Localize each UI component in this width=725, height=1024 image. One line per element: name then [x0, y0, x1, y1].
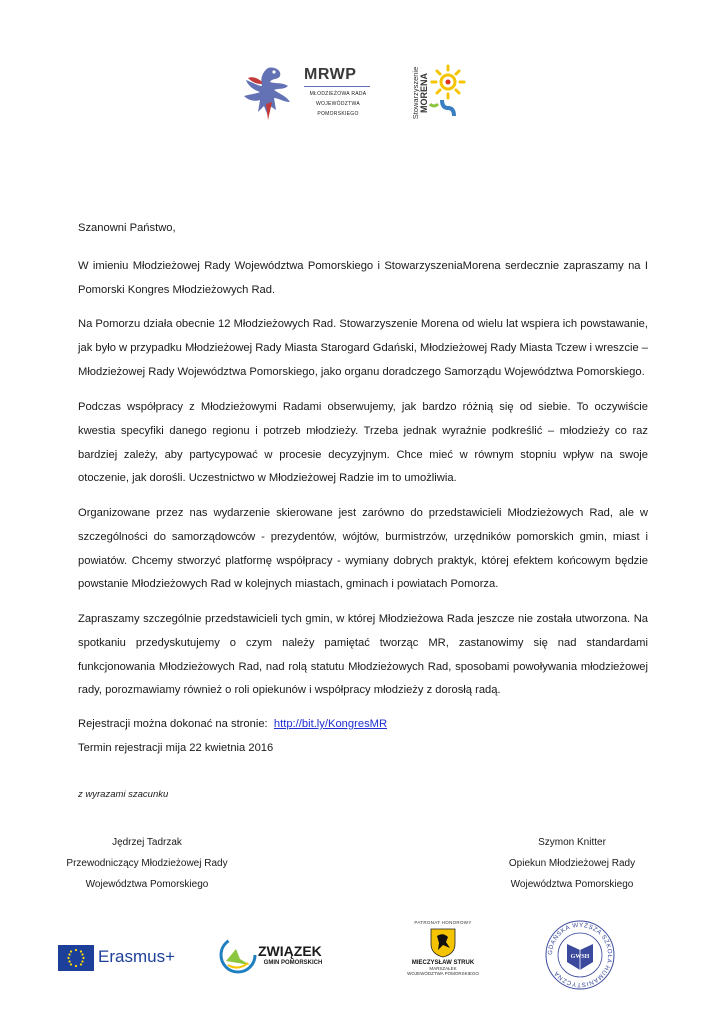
zwiazek-title: ZWIĄZEK: [258, 943, 322, 959]
mrwp-line3: POMORSKIEGO: [317, 111, 359, 117]
paragraph-1: W imieniu Młodzieżowej Rady Województwa Pomorskiego i StowarzyszeniaMorena serdecznie zapraszamy na I Pomorski Kongres Młodzieżowych Rad.: [78, 260, 648, 296]
gwsh-logo: [543, 918, 617, 992]
patronat-org: WOJEWÓDZTWA POMORSKIEGO: [407, 971, 479, 976]
greeting: Szanowni Państwo,: [78, 222, 176, 234]
patronat-title: MARSZAŁEK: [429, 966, 457, 971]
paragraph-3: Podczas współpracy z Młodzieżowymi Radami obserwujemy, jak bardzo różnią się od siebie. To oczywiście kwestia specyfiki danego regionu i potrzeb młodzieży. Trzeba jednak wyraźnie podkreślić – młodzieży co raz bardziej zależy, aby partycypować w procesie decyzyjnym. Chce mieć w równym stopniu wpływ na swoje otoczenie, jak dorośli. Uczestnictwo w Młodzieżowej Radzie im to umożliwia.: [78, 401, 648, 485]
signature-right-org: Województwa Pomorskiego: [510, 879, 634, 890]
signature-right-name: Szymon Knitter: [538, 837, 606, 848]
gwsh-ring-text: GDAŃSKA WYŻSZA SZKOŁA HUMANISTYCZNA: [546, 921, 614, 989]
registration-line: [78, 715, 387, 733]
morena-logo: [408, 62, 468, 124]
gwsh-seal-icon: [543, 918, 617, 992]
morena-line1: Stowarzyszenie: [411, 66, 420, 120]
patronat-logo: [393, 920, 493, 992]
griffin-icon: [238, 62, 300, 124]
mrwp-divider: [304, 86, 370, 87]
paragraph-2: Na Pomorzu działa obecnie 12 Młodzieżowych Rad. Stowarzyszenie Morena od wielu lat wspiera ich powstawanie, jak było w przypadku Młodzieżowej Rady Miasta Starogard Gdański, Młodzieżowej Rady Miasta Tczew i wreszcie – Młodzieżowej Rady Województwa Pomorskiego, jako organu doradczego Samorządu Województwa Pomorskiego.: [78, 318, 648, 378]
mrwp-line2: WOJEWÓDZTWA: [316, 101, 360, 107]
zwiazek-logo: [218, 935, 328, 977]
paragraph-5: Zapraszamy szczególnie przedstawicieli tych gmin, w której Młodzieżowa Rada jeszcze nie została utworzona. Na spotkaniu przedyskutujemy o czym należy pamiętać tworząc MR, zastanowimy się nad standardami funkcjonowania Młodzieżowych Rad, nad rolą statutu Młodzieżowych Rad, sposobami powoływania młodzieżowej rady, porozmawiamy również o roli opiekunów i współpracy młodzieży z dorosłą radą.: [78, 613, 648, 697]
mrwp-line1: MŁODZIEŻOWA RADA: [309, 91, 367, 97]
mrwp-abbr: MRWP: [304, 66, 357, 83]
closing-phrase: z wyrazami szacunku: [78, 789, 169, 800]
patronat-name: MIECZYSŁAW STRUK: [411, 960, 475, 966]
sun-wave-icon: [428, 64, 468, 120]
signature-left-org: Województwa Pomorskiego: [85, 879, 209, 890]
paragraph-4: Organizowane przez nas wydarzenie skierowane jest zarówno do przedstawicieli Młodzieżowych Rad, ale w szczególności do samorządowców - prezydentów, wójtów, burmistrzów, urzędników pomorskich gmin, miast i powiatów. Chcemy stworzyć platformę współpracy - wymiany dobrych praktyk, której efektem końcowym będzie powstanie Młodzieżowych Rad w kolejnych miastach, gminach i powiatach Pomorza.: [78, 507, 648, 591]
morena-line2: MORENA: [419, 73, 429, 113]
registration-link[interactable]: http://bit.ly/KongresMR: [273, 718, 388, 730]
registration-deadline: Termin rejestracji mija 22 kwietnia 2016: [78, 742, 274, 754]
zwiazek-emblem-icon: [218, 935, 258, 975]
gwsh-monogram: GWSH: [570, 954, 590, 960]
signature-left-role: Przewodniczący Młodzieżowej Rady: [66, 858, 228, 869]
registration-text: Rejestracji można dokonać na stronie:: [78, 718, 268, 730]
signature-left: [62, 832, 232, 895]
patronat-label: PATRONAT HONOROWY: [414, 920, 472, 925]
signature-right: [487, 832, 657, 895]
erasmus-text: Erasmus+: [98, 947, 175, 966]
signature-right-role: Opiekun Młodzieżowej Rady: [508, 858, 636, 869]
zwiazek-subtitle: GMIN POMORSKICH: [263, 960, 323, 966]
coat-of-arms-icon: [430, 928, 456, 958]
signature-left-name: Jędrzej Tadrzak: [112, 837, 182, 848]
eu-flag-icon: [58, 945, 94, 971]
erasmus-logo: [58, 943, 183, 973]
mrwp-logo: [238, 62, 373, 124]
